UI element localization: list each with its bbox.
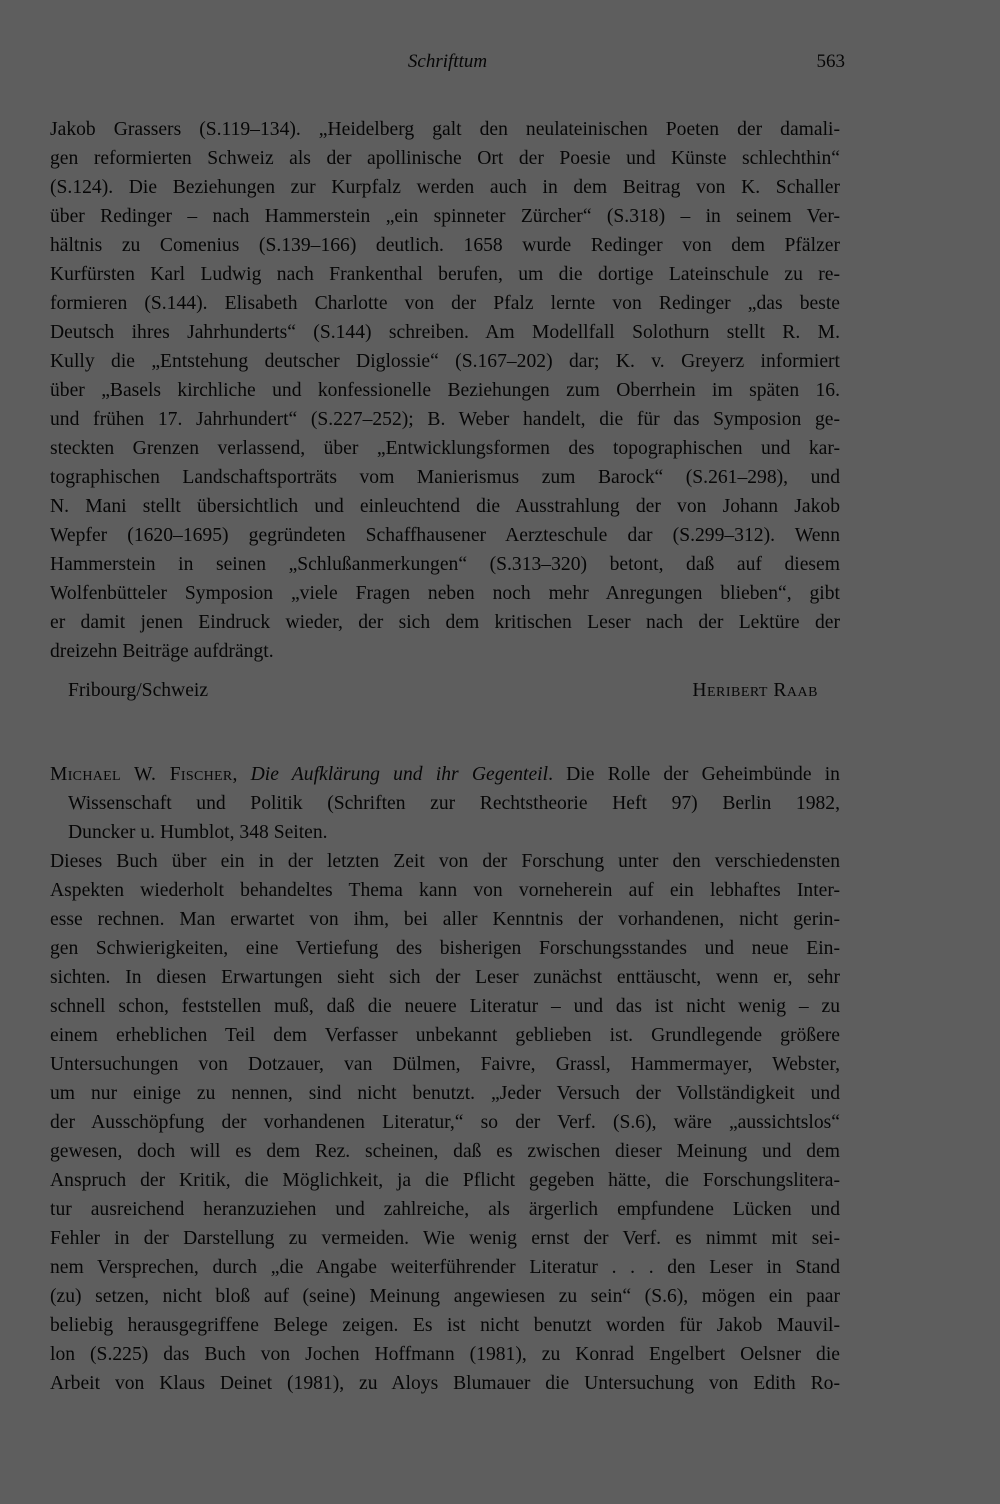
text-line: dreizehn Beiträge aufdrängt.: [50, 641, 274, 662]
text-line: nem Versprechen, durch „die Angabe weiterführender Literatur . . . den Leser in Stand: [50, 1257, 840, 1278]
text-line: Anspruch der Kritik, die Möglichkeit, ja die Pflicht gegeben hätte, die Forschungslitera-: [50, 1170, 840, 1191]
text-line: Kurfürsten Karl Ludwig nach Frankenthal berufen, um die dortige Lateinschule zu re-: [50, 264, 840, 285]
text-line: Wolfenbütteler Symposion „viele Fragen neben noch mehr Anregungen blieben“, gibt: [50, 583, 840, 604]
text-line: Jakob Grassers (S.119–134). „Heidelberg galt den neulateinischen Poeten der damali-: [50, 119, 840, 140]
citation-line: Michael W. Fischer, Die Aufklärung und ihr Gegenteil. Die Rolle der Geheimbünde in: [50, 764, 840, 785]
text-line: Hammerstein in seinen „Schlußanmerkungen“ (S.313–320) betont, daß auf diesem: [50, 554, 840, 575]
text-line: einem erheblichen Teil dem Verfasser unbekannt geblieben ist. Grundlegende größere: [50, 1025, 840, 1046]
text-line: über Redinger – nach Hammerstein „ein spinneter Zürcher“ (S.318) – in seinem Ver-: [50, 206, 840, 227]
text-line: um nur einige zu nennen, sind nicht benutzt. „Jeder Versuch der Vollständigkeit und: [50, 1083, 840, 1104]
text-line: Kully die „Entstehung deutscher Diglossie“ (S.167–202) dar; K. v. Greyerz informiert: [50, 351, 840, 372]
citation-line: Wissenschaft und Politik (Schriften zur Rechtstheorie Heft 97) Berlin 1982,: [68, 793, 840, 814]
text-line: formieren (S.144). Elisabeth Charlotte von der Pfalz lernte von Redinger „das beste: [50, 293, 840, 314]
text-line: über „Basels kirchliche und konfessionelle Beziehungen zum Oberrhein im späten 16.: [50, 380, 840, 401]
text-line: steckten Grenzen verlassend, über „Entwicklungsformen des topographischen und kar-: [50, 438, 840, 459]
text-line: gen Schwierigkeiten, eine Vertiefung des bisherigen Forschungsstandes und neue Ein-: [50, 938, 840, 959]
reviewer-place: Fribourg/Schweiz: [68, 680, 209, 701]
text-line: Wepfer (1620–1695) gegründeten Schaffhausener Aerzteschule dar (S.299–312). Wenn: [50, 525, 840, 546]
text-line: Untersuchungen von Dotzauer, van Dülmen, Faivre, Grassl, Hammermayer, Webster,: [50, 1054, 840, 1075]
text-line: esse rechnen. Man erwartet von ihm, bei aller Kenntnis der vorhandenen, nicht gerin-: [50, 909, 840, 930]
text-line: (zu) setzen, nicht bloß auf (seine) Meinung angewiesen zu sein“ (S.6), mögen ein paar: [50, 1286, 840, 1307]
book-author: Michael W. Fischer: [50, 764, 233, 785]
text-line: Dieses Buch über ein in der letzten Zeit von der Forschung unter den verschiedensten: [50, 851, 840, 872]
book-title: Die Aufklärung und ihr Gegenteil: [250, 764, 549, 785]
text-line: der Ausschöpfung der vorhandenen Literatur,“ so der Verf. (S.6), wäre „aussichtslos“: [50, 1112, 840, 1133]
book-subtitle: . Die Rolle der Geheimbünde in: [548, 764, 840, 785]
reviewer-name: Heribert Raab: [692, 680, 818, 701]
text-line: N. Mani stellt übersichtlich und einleuchtend die Ausstrahlung der von Johann Jakob: [50, 496, 840, 517]
text-line: lon (S.225) das Buch von Jochen Hoffmann (1981), zu Konrad Engelbert Oelsner die: [50, 1344, 840, 1365]
running-header: [50, 51, 845, 79]
text-line: und frühen 17. Jahrhundert“ (S.227–252); B. Weber handelt, die für das Symposion ge-: [50, 409, 840, 430]
text-line: gewesen, doch will es dem Rez. scheinen, daß es zwischen dieser Meinung und dem: [50, 1141, 840, 1162]
text-line: Fehler in der Darstellung zu vermeiden. Wie wenig ernst der Verf. es nimmt mit sei-: [50, 1228, 840, 1249]
page-number: 563: [816, 51, 845, 72]
citation-line: Duncker u. Humblot, 348 Seiten.: [68, 822, 328, 843]
running-title: Schrifttum: [407, 51, 488, 72]
text-line: Deutsch ihres Jahrhunderts“ (S.144) schreiben. Am Modellfall Solothurn stellt R. M.: [50, 322, 840, 343]
text-line: schnell schon, feststellen muß, daß die neuere Literatur – und das ist nicht wenig – zu: [50, 996, 840, 1017]
text-line: hältnis zu Comenius (S.139–166) deutlich. 1658 wurde Redinger von dem Pfälzer: [50, 235, 840, 256]
text-line: sichten. In diesen Erwartungen sieht sich der Leser zunächst enttäuscht, wenn er, sehr: [50, 967, 840, 988]
text-line: Arbeit von Klaus Deinet (1981), zu Aloys Blumauer die Untersuchung von Edith Ro-: [50, 1373, 840, 1394]
text-line: (S.124). Die Beziehungen zur Kurpfalz werden auch in dem Beitrag von K. Schaller: [50, 177, 840, 198]
text-line: tographischen Landschaftsporträts vom Manierismus zum Barock“ (S.261–298), und: [50, 467, 840, 488]
text-line: tur ausreichend heranzuziehen und zahlreiche, als ärgerlich empfundene Lücken und: [50, 1199, 840, 1220]
text-line: er damit jenen Eindruck wieder, der sich dem kritischen Leser nach der Lektüre der: [50, 612, 840, 633]
text-line: beliebig herausgegriffene Belege zeigen. Es ist nicht benutzt worden für Jakob Mauvil-: [50, 1315, 840, 1336]
text-line: gen reformierten Schweiz als der apollinische Ort der Poesie und Künste schlechthin“: [50, 148, 840, 169]
text-line: Aspekten wiederholt behandeltes Thema kann von vorneherein auf ein lebhaftes Inter-: [50, 880, 840, 901]
